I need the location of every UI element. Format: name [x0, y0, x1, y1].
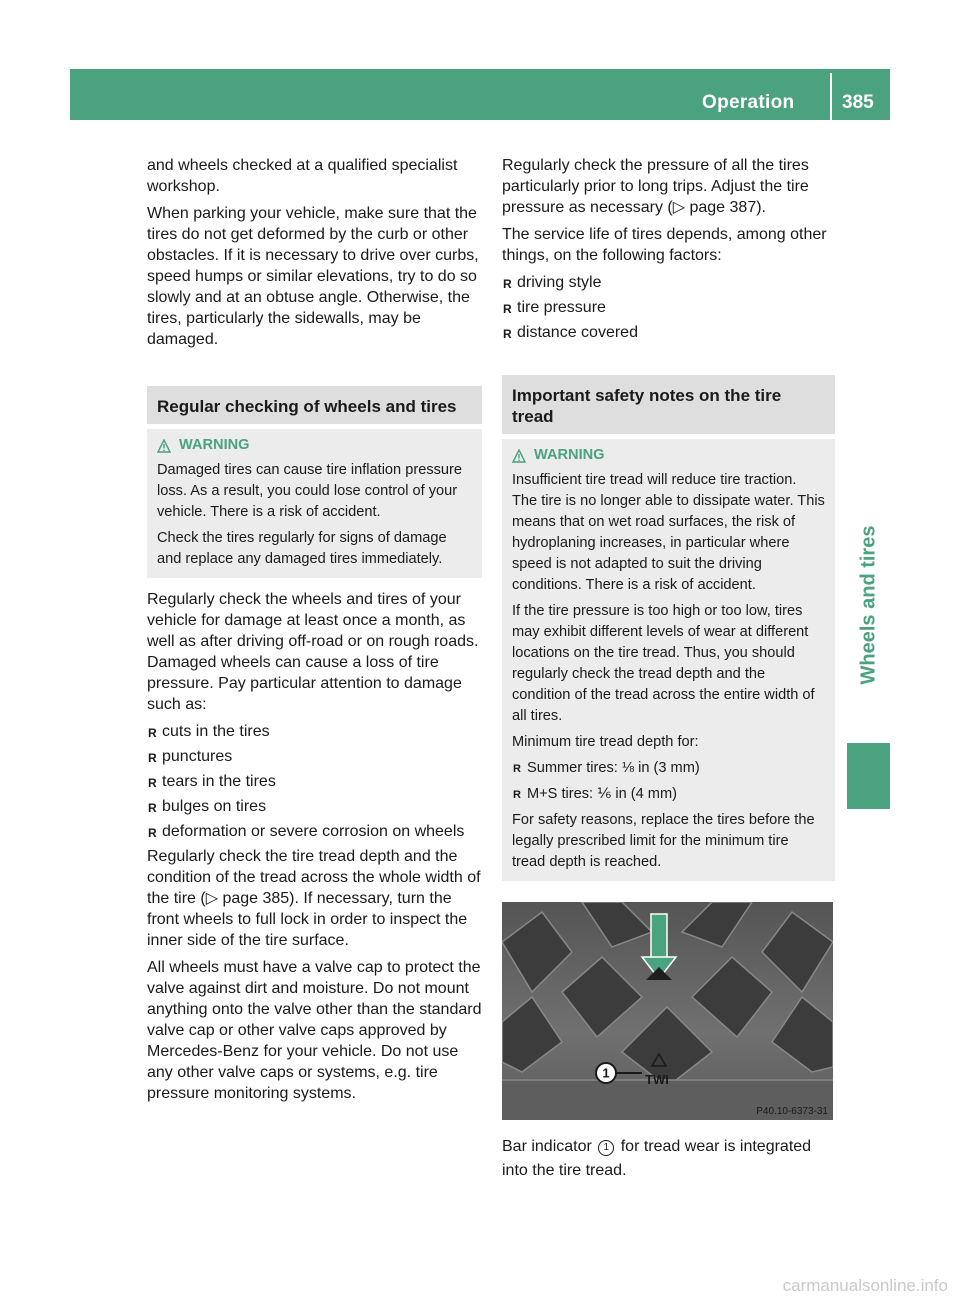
side-tab-marker [847, 743, 890, 809]
factor-list [502, 272, 835, 343]
list-item: R M+S tires: ⅙ in (4 mm) [512, 784, 825, 805]
list-item: R bulges on tires [147, 796, 482, 817]
list-item: R tire pressure [502, 297, 835, 318]
figure-code: P40.10-6373-31 [756, 1106, 828, 1117]
damage-list [147, 721, 482, 842]
paragraph: and wheels checked at a qualified specialist workshop. [147, 157, 458, 195]
list-item: R distance covered [502, 322, 835, 343]
side-tab-label: Wheels and tires [857, 525, 879, 685]
warning-text: Damaged tires can cause tire inflation pressure loss. As a result, you could lose control of your vehicle. There is a risk of accident. [157, 462, 463, 520]
page-number: 385 [842, 92, 874, 113]
paragraph: Regularly check the wheels and tires of your vehicle for damage at least once a month, as well as after driving off-road or on rough roads. Damaged wheels can cause a loss of tire pressure. Pay particular attention to damage such as: [147, 591, 479, 713]
left-column [147, 155, 482, 1110]
warning-text: For safety reasons, replace the tires before the legally prescribed limit for the minimum tire tread depth is reached. [512, 812, 815, 870]
list-item: R deformation or severe corrosion on wheels [147, 821, 482, 842]
paragraph: All wheels must have a valve cap to protect the valve against dirt and moisture. Do not mount anything onto the valve other than the standard valve cap or other valve caps approved by Mercedes-Benz for your vehicle. Do not use any other valve caps or systems, e.g. tire pressure monitoring systems. [147, 959, 482, 1102]
warning-text: Check the tires regularly for signs of damage and replace any damaged tires immediately. [157, 530, 447, 567]
warning-title: WARNING [157, 435, 472, 456]
warning-text: Insufficient tire tread will reduce tire traction. The tire is no longer able to dissipate water. This means that on wet road surfaces, the risk of hydroplaning increases, in particular where speed is not adapted to suit the driving conditions. There is a risk of accident. [512, 472, 825, 593]
section-heading: Important safety notes on the tire tread [502, 375, 835, 434]
callout-number: 1 [598, 1140, 614, 1156]
list-item: R punctures [147, 746, 482, 767]
section-header-title: Operation [702, 92, 795, 113]
tire-tread-figure [502, 902, 833, 1120]
warning-text: Minimum tire tread depth for: [512, 734, 699, 750]
list-item: R Summer tires: ⅛ in (3 mm) [512, 758, 825, 779]
warning-box [502, 439, 835, 881]
paragraph: Regularly check the pressure of all the tires particularly prior to long trips. Adjust the tire pressure as necessary (▷ page 387). [502, 157, 809, 216]
paragraph: When parking your vehicle, make sure that the tires do not get deformed by the curb or other obstacles. If it is necessary to drive over curbs, speed humps or similar elevations, try to do so slowly and at an obtuse angle. Otherwise, the tires, particularly the sidewalls, may be damaged. [147, 205, 479, 348]
figure-caption: Bar indicator 1 for tread wear is integrated into the tire tread. [502, 1138, 812, 1179]
header-divider [830, 73, 832, 120]
tread-depth-list [512, 758, 825, 805]
warning-title: WARNING [512, 445, 825, 466]
list-item: R cuts in the tires [147, 721, 482, 742]
right-column [502, 155, 835, 881]
warning-box [147, 429, 482, 578]
watermark: carmanualsonline.info [782, 1276, 948, 1295]
figure-callout: 1 [602, 1065, 610, 1081]
section-heading: Regular checking of wheels and tires [147, 386, 482, 424]
paragraph: Regularly check the tire tread depth and the condition of the tread across the whole width of the tire (▷ page 385). If necessary, turn the front wheels to full lock in order to inspect the inner side of the tire surface. [147, 848, 481, 949]
list-item: R driving style [502, 272, 835, 293]
list-item: R tears in the tires [147, 771, 482, 792]
paragraph: The service life of tires depends, among other things, on the following factors: [502, 226, 827, 264]
twi-label: TWI [645, 1072, 669, 1087]
warning-text: If the tire pressure is too high or too low, tires may exhibit different levels of wear at different locations on the tire tread. Thus, you should regularly check the tread depth and the condition of the tread across the entire width of all tires. [512, 603, 815, 724]
warning-icon [157, 439, 171, 453]
warning-icon [512, 449, 526, 463]
